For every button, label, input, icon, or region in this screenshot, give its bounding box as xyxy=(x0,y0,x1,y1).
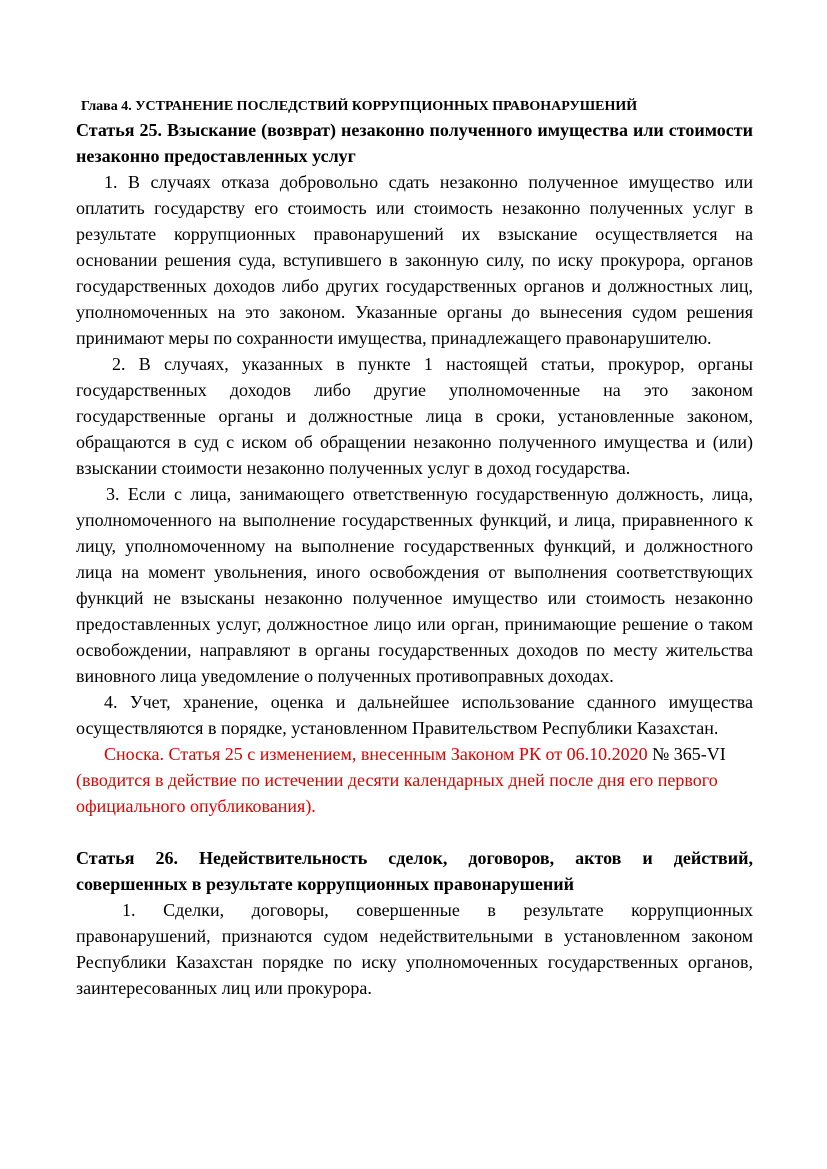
article-25-paragraph-4: 4. Учет, хранение, оценка и дальнейшее использование сданного имущества осуществляются в порядке, установленном Правительством Республики Казахстан. xyxy=(76,692,753,738)
footnote-text-end: (вводится в действие по истечении десяти календарных дней после дня его первого официального опубликования). xyxy=(76,770,718,816)
article-25-title: Статья 25. Взыскание (возврат) незаконно полученного имущества или стоимости незаконно предоставленных услуг xyxy=(76,120,753,166)
article-25-footnote xyxy=(76,741,753,819)
article-25-paragraph-1: 1. В случаях отказа добровольно сдать незаконно полученное имущество или оплатить государству его стоимость или стоимость незаконно полученных услуг в результате коррупционных правонарушений их взыскание осуществляется на основании решения суда, вступившего в законную силу, по иску прокурора, органов государственных доходов либо других государственных органов и должностных лиц, уполномоченных на это законом. Указанные органы до вынесения судом решения принимают меры по сохранности имущества, принадлежащего правонарушителю. xyxy=(76,172,753,348)
article-25-paragraph-3: 3. Если с лица, занимающего ответственную государственную должность, лица, уполномоченного на выполнение государственных функций, и лица, приравненного к лицу, уполномоченному на выполнение государственных функций, и должностного лица на момент увольнения, иного освобождения от выполнения соответствующих функций не взысканы незаконно полученное имущество или стоимость незаконно предоставленных услуг, должностное лицо или орган, принимающие решение о таком освобождении, направляют в органы государственных доходов по месту жительства виновного лица уведомление о полученных противоправных доходах. xyxy=(76,484,753,686)
chapter-heading: Глава 4. УСТРАНЕНИЕ ПОСЛЕДСТВИЙ КОРРУПЦИОННЫХ ПРАВОНАРУШЕНИЙ xyxy=(81,99,638,114)
article-26-paragraph-1: 1. Сделки, договоры, совершенные в результате коррупционных правонарушений, признаются судом недействительными в установленном законом Республики Казахстан порядке по иску уполномоченных государственных органов, заинтересованных лиц или прокурора. xyxy=(76,900,753,998)
article-25-paragraph-2: 2. В случаях, указанных в пункте 1 настоящей статьи, прокурор, органы государственных доходов либо другие уполномоченные на это законом государственные органы и должностные лица в сроки, установленные законом, обращаются в суд с иском об обращении незаконно полученного имущества и (или) взыскании стоимости незаконно полученных услуг в доход государства. xyxy=(76,354,753,478)
law-number-link[interactable]: № 365-VI xyxy=(647,744,726,764)
document-page xyxy=(76,97,753,1001)
article-26-title: Статья 26. Недействительность сделок, договоров, актов и действий, совершенных в результате коррупционных правонарушений xyxy=(76,848,753,894)
section-spacer xyxy=(76,819,753,845)
footnote-text-start: Сноска. Статья 25 с изменением, внесенным Законом РК от 06.10.2020 xyxy=(104,744,648,764)
